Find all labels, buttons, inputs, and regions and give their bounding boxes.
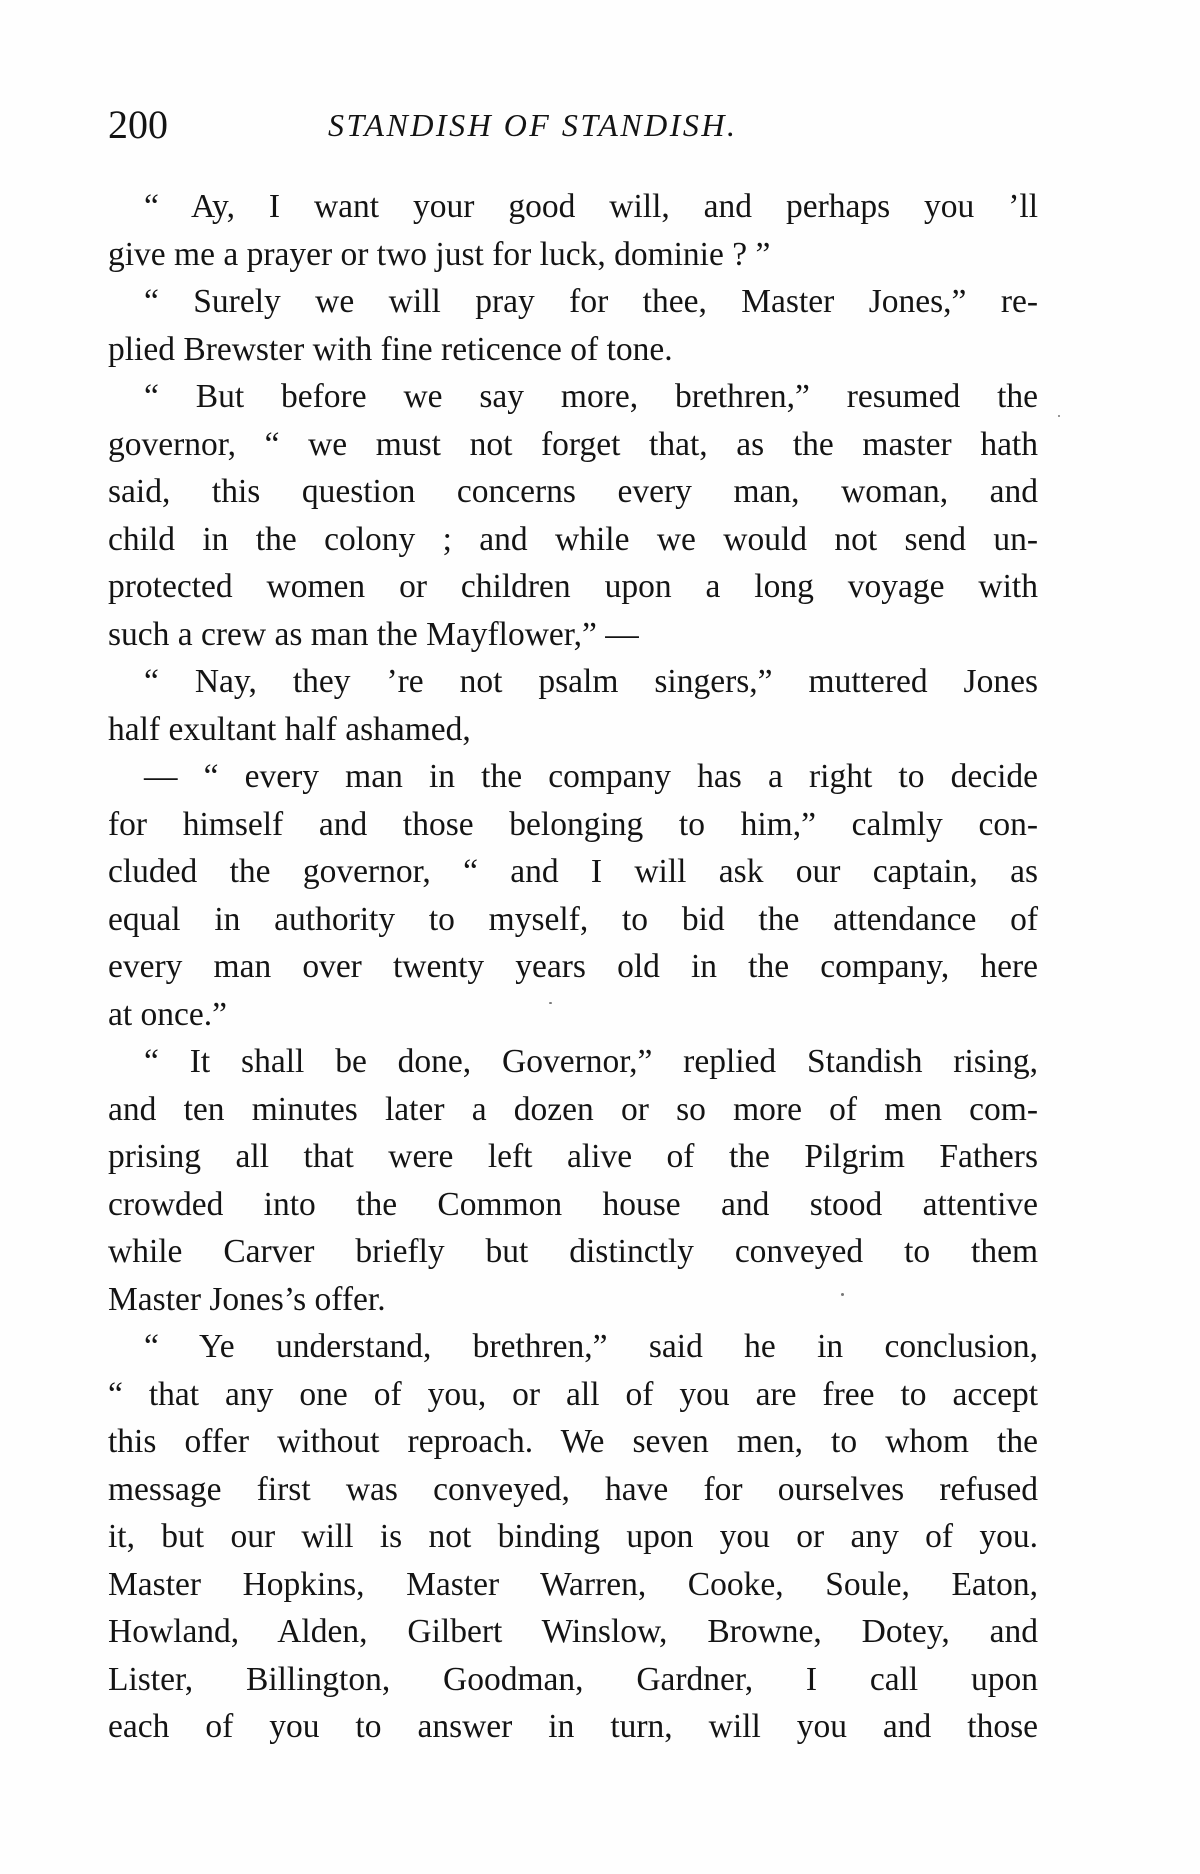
text-line: — “ every man in the company has a right to decide xyxy=(144,758,1038,795)
text-line: Master Hopkins, Master Warren, Cooke, Soule, Eaton, xyxy=(108,1565,1038,1603)
text-line: Lister, Billington, Goodman, Gardner, I call upon xyxy=(108,1660,1038,1698)
print-speck xyxy=(1058,415,1060,417)
text-line: half exultant half ashamed, xyxy=(108,710,471,748)
paragraph xyxy=(108,373,1038,658)
text-line: plied Brewster with fine reticence of tone. xyxy=(108,330,673,368)
text-line: while Carver briefly but distinctly conveyed to them xyxy=(108,1233,1038,1270)
text-line: crowded into the Common house and stood attentive xyxy=(108,1185,1038,1223)
text-line: cluded the governor, “ and I will ask our captain, as xyxy=(108,853,1038,890)
text-line: equal in authority to myself, to bid the attendance of xyxy=(108,900,1038,938)
text-line: prising all that were left alive of the Pilgrim Fathers xyxy=(108,1138,1038,1175)
print-speck xyxy=(841,1293,844,1296)
text-line: Master Jones’s offer. xyxy=(108,1280,386,1318)
text-line: “ Surely we will pray for thee, Master Jones,” re- xyxy=(144,283,1038,320)
text-line: this offer without reproach. We seven men, to whom the xyxy=(108,1423,1038,1460)
page-number: 200 xyxy=(108,102,168,147)
paragraph xyxy=(108,183,1038,278)
text-line: message first was conveyed, have for ourselves refused xyxy=(108,1470,1038,1508)
text-line: for himself and those belonging to him,” calmly con- xyxy=(108,805,1038,843)
text-line: such a crew as man the Mayflower,” — xyxy=(108,615,639,653)
text-line: it, but our will is not binding upon you or any of you. xyxy=(108,1518,1038,1555)
page-header xyxy=(108,100,1038,150)
text-line: “ Ay, I want your good will, and perhaps you ’ll xyxy=(144,188,1038,225)
body-text xyxy=(108,183,1038,1751)
text-line: Howland, Alden, Gilbert Winslow, Browne, Dotey, and xyxy=(108,1613,1038,1650)
paragraph xyxy=(108,278,1038,373)
text-line: at once.” xyxy=(108,995,228,1033)
text-line: give me a prayer or two just for luck, dominie ? ” xyxy=(108,235,771,273)
text-line: child in the colony ; and while we would not send un- xyxy=(108,520,1038,558)
print-speck xyxy=(549,1002,552,1004)
text-line: “ Nay, they ’re not psalm singers,” muttered Jones xyxy=(144,663,1038,700)
text-line: every man over twenty years old in the company, here xyxy=(108,948,1038,985)
paragraph xyxy=(108,753,1038,1038)
paragraph xyxy=(108,1038,1038,1323)
text-line: each of you to answer in turn, will you and those xyxy=(108,1708,1038,1745)
text-line: “ that any one of you, or all of you are free to accept xyxy=(108,1375,1038,1413)
text-line: “ Ye understand, brethren,” said he in conclusion, xyxy=(144,1328,1038,1365)
text-line: “ But before we say more, brethren,” resumed the xyxy=(144,378,1038,415)
text-line: governor, “ we must not forget that, as the master hath xyxy=(108,425,1038,463)
text-line: protected women or children upon a long voyage with xyxy=(108,568,1038,605)
running-title: STANDISH OF STANDISH. xyxy=(328,107,738,143)
text-line: said, this question concerns every man, woman, and xyxy=(108,473,1038,510)
text-line: and ten minutes later a dozen or so more of men com- xyxy=(108,1090,1038,1128)
text-line: “ It shall be done, Governor,” replied Standish rising, xyxy=(144,1043,1038,1080)
paragraph xyxy=(108,1323,1038,1751)
paragraph xyxy=(108,658,1038,753)
